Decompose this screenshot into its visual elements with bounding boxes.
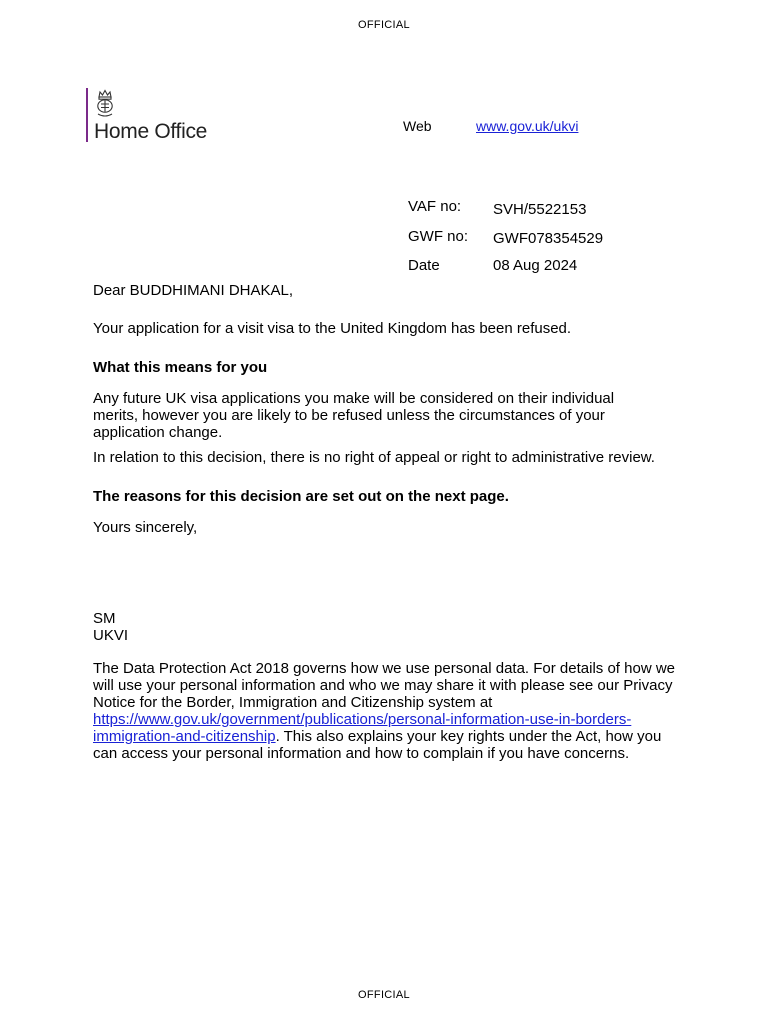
date-label: Date [408, 257, 440, 274]
royal-crest-icon [94, 88, 116, 118]
section-heading: What this means for you [93, 359, 268, 376]
closing: Yours sincerely, [93, 519, 198, 536]
gwf-value: GWF078354529 [493, 230, 604, 247]
data-protection-text-before: The Data Protection Act 2018 governs how we use personal data. For details of how we will use your personal information and who we may share it with please see our Privacy Notice for the Border, Immigration and Citizenship system at [93, 660, 675, 711]
reasons-statement: The reasons for this decision are set out on the next page. [93, 488, 509, 505]
appeal-paragraph: In relation to this decision, there is no right of appeal or right to administrative review. [93, 449, 655, 466]
data-protection-paragraph [93, 660, 678, 762]
salutation: Dear BUDDHIMANI DHAKAL, [93, 282, 294, 299]
organisation: UKVI [93, 627, 129, 644]
privacy-notice-link[interactable]: https://www.gov.uk/government/publications/personal-information-use-in-borders-immigration-and-citizenship [93, 711, 632, 745]
security-marking-bottom: OFFICIAL [358, 989, 410, 1001]
vaf-value: SVH/5522153 [493, 201, 587, 218]
gwf-label: GWF no: [408, 228, 469, 245]
logo-bar [86, 88, 88, 142]
web-label: Web [403, 118, 432, 134]
data-protection-text-after: . This also explains your key rights under the Act, how you can access your personal information and how to complain if you have concerns. [93, 728, 662, 762]
home-office-logo-text: Home Office [94, 120, 208, 143]
signatory: SM [93, 610, 116, 627]
refusal-statement: Your application for a visit visa to the United Kingdom has been refused. [93, 320, 572, 337]
web-link[interactable]: www.gov.uk/ukvi [476, 118, 579, 134]
future-applications-paragraph: Any future UK visa applications you make will be considered on their individual merits, however you are likely to be refused unless the circumstances of your application change. [93, 390, 615, 441]
date-value: 08 Aug 2024 [493, 257, 578, 274]
security-marking-top: OFFICIAL [358, 19, 410, 31]
vaf-label: VAF no: [408, 198, 462, 215]
